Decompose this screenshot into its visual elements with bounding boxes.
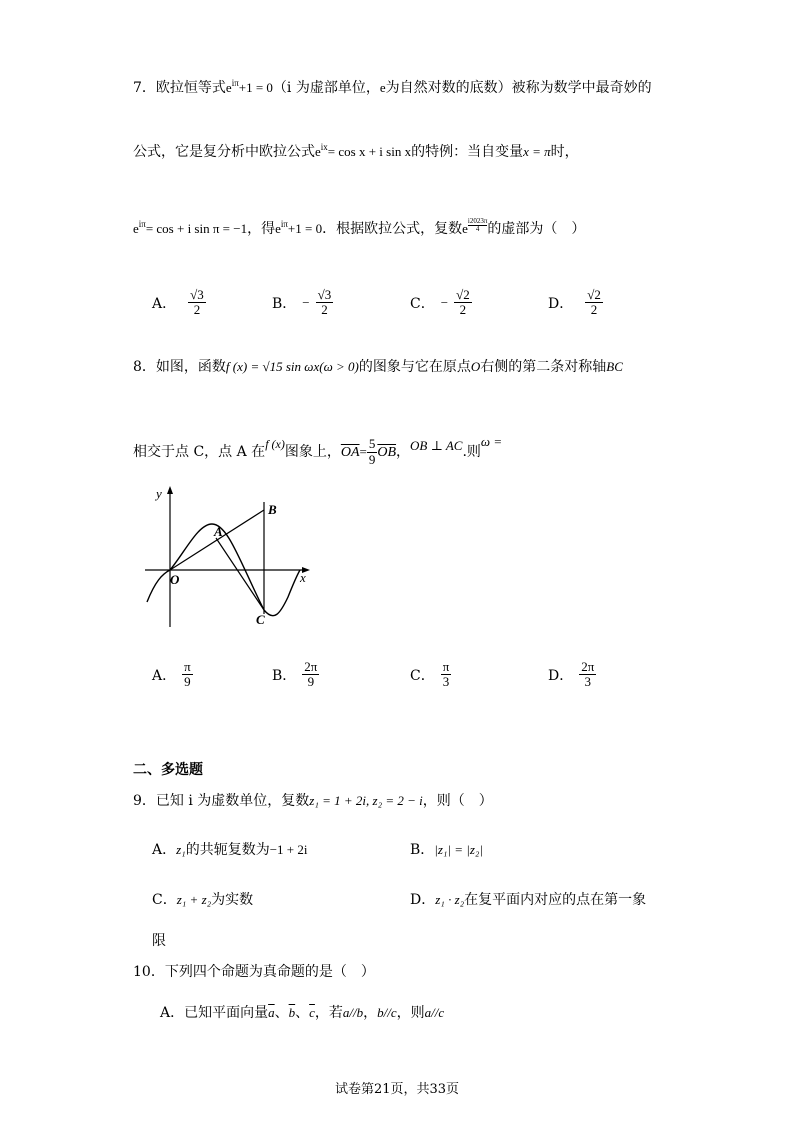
- q8-text: 8．如图，函数: [133, 359, 226, 375]
- q9-text: ，则（ ）: [422, 793, 493, 809]
- q7-text: 的特例：当自变量: [411, 144, 524, 160]
- vector-b: $\overline{b}$: [288, 1005, 296, 1020]
- q9-option-a[interactable]: [152, 842, 308, 859]
- q7-text: ，得: [247, 221, 276, 237]
- line-BC: BC: [606, 359, 623, 374]
- option-sign: −: [440, 294, 449, 310]
- q7-line3: [133, 218, 585, 238]
- fraction-5-9: [367, 437, 378, 467]
- frac-den: 2: [590, 302, 598, 318]
- label-B: B: [268, 502, 277, 517]
- option-label: B．: [410, 842, 435, 858]
- euler-identity-e: $e^{i\pi}$: [225, 78, 239, 95]
- label-A: A: [214, 524, 223, 539]
- option-fraction: [454, 288, 472, 318]
- option-label: C．: [410, 295, 435, 312]
- frac-den: 2: [459, 302, 467, 318]
- option-label: D．: [548, 295, 574, 312]
- frac-den: 9: [184, 674, 191, 690]
- frac-num: √3: [317, 287, 332, 302]
- option-text: 在复平面内对应的点在第一象: [464, 892, 647, 908]
- q8-text: 右侧的第二条对称轴: [480, 359, 607, 375]
- frac-den: 2: [321, 302, 328, 318]
- q7-text: 的虚部为（ ）: [487, 221, 586, 237]
- option-fraction: [585, 288, 603, 318]
- q9-option-b[interactable]: [410, 842, 483, 859]
- frac-num: 5: [368, 436, 376, 452]
- comma: ，: [363, 1005, 378, 1021]
- q10-line1: 10．下列四个命题为真命题的是（ ）: [133, 964, 375, 980]
- a-parallel-b: a//b: [342, 1005, 364, 1020]
- sine-graph-figure: [140, 482, 320, 632]
- q9-text: 9．已知 i 为虚数单位，复数: [133, 793, 310, 809]
- option-label: C．: [152, 892, 177, 908]
- q8-text: 的图象与它在原点: [358, 359, 471, 375]
- fx-symbol: f (x): [265, 437, 285, 451]
- q8-option-a[interactable]: [152, 660, 193, 690]
- label-O: O: [170, 572, 180, 587]
- q8-option-c[interactable]: [410, 660, 451, 690]
- q7-text: ．根据欧拉公式，复数: [322, 221, 463, 237]
- omega-symbol: ω =: [480, 434, 503, 449]
- q8-text: .则: [462, 444, 481, 460]
- x-equals-pi: x = π: [523, 144, 551, 159]
- q8-text: 图象上，: [284, 444, 341, 460]
- option-text: 已知平面向量: [184, 1005, 269, 1021]
- sum-expression: z₁ + z₂: [176, 892, 212, 907]
- option-text: ，若: [314, 1005, 343, 1021]
- option-text: ，则: [396, 1005, 425, 1021]
- q7-option-c[interactable]: [410, 288, 472, 318]
- q8-option-d[interactable]: [548, 660, 596, 690]
- q7-text: 7．欧拉恒等式: [133, 80, 226, 96]
- vector-OB: $\overline{OB}$: [377, 445, 397, 460]
- point-O: O: [470, 359, 481, 374]
- frac-den: 3: [584, 674, 592, 690]
- euler-formula-e: $e^{ix}$: [315, 142, 328, 159]
- complex-exponent: e $\frac{i2023\pi}{4}$: [462, 217, 488, 236]
- frac-num: 2π: [304, 659, 318, 674]
- q7-line1: [133, 78, 652, 97]
- option-label: C．: [410, 667, 435, 684]
- label-y: y: [156, 486, 162, 501]
- frac-den: 3: [442, 674, 450, 690]
- q8-text: 相交于点 C，点 A 在: [133, 444, 266, 460]
- option-label: B．: [272, 667, 297, 684]
- segment-AC: [216, 538, 264, 610]
- euler-identity-rhs2: +1 = 0: [287, 221, 323, 236]
- product-expression: z₁ · z₂: [435, 892, 465, 907]
- vector-a: $\overline{a}$: [268, 1005, 275, 1020]
- q8-option-b[interactable]: [272, 660, 319, 690]
- q9-option-c[interactable]: [152, 892, 253, 909]
- vector-c: $\overline{c}$: [309, 1005, 315, 1020]
- euler-pi-e: $e^{i\pi}$: [133, 219, 146, 236]
- page-footer: 试卷第21页，共33页: [334, 1082, 460, 1097]
- option-fraction: [302, 660, 319, 690]
- q8-line1: [133, 359, 623, 376]
- q7-option-d[interactable]: [548, 288, 603, 318]
- euler-identity-e2: $e^{i\pi}$: [275, 219, 288, 236]
- option-fraction: [182, 660, 193, 690]
- q7-option-b[interactable]: [272, 288, 333, 318]
- option-sign: −: [302, 294, 310, 310]
- equals-sign: =: [359, 444, 367, 459]
- separator: 、: [295, 1005, 310, 1021]
- frac-num: √2: [456, 287, 470, 302]
- option-text: 为实数: [211, 892, 254, 908]
- option-label: D．: [410, 892, 436, 908]
- b-parallel-c: b//c: [377, 1005, 397, 1020]
- z1-symbol: z₁: [176, 842, 186, 857]
- exponent-numerator: 2023π: [469, 217, 488, 225]
- euler-pi-expansion: = cos + i sin π = −1: [145, 221, 248, 236]
- q9-option-d-cont: 限: [152, 933, 166, 949]
- frac-num: π: [442, 659, 450, 674]
- q10-option-a[interactable]: [160, 1005, 444, 1022]
- option-label: A．: [152, 667, 177, 684]
- q7-text: 时，: [550, 144, 579, 160]
- q7-option-a[interactable]: [152, 288, 206, 318]
- y-axis-arrow: [167, 486, 173, 494]
- q7-text: （i 为虚部单位，: [272, 80, 380, 96]
- option-label: D．: [548, 667, 574, 684]
- option-label: A．: [152, 295, 177, 312]
- q9-line1: [133, 793, 493, 810]
- q7-text: 为自然对数的底数）被称为数学中最奇妙的: [385, 80, 652, 96]
- option-text: 的共轭复数为: [185, 842, 270, 858]
- option-fraction: [579, 660, 596, 690]
- label-x: x: [300, 570, 306, 585]
- q7-text: 公式，它是复分析中欧拉公式: [133, 144, 315, 160]
- function-definition: f (x) = √15 sin ωx(ω > 0): [225, 359, 359, 374]
- q8-text: ，: [396, 444, 411, 460]
- section-heading: 二、多选题: [133, 762, 203, 778]
- conjugate-value: −1 + 2i: [269, 842, 308, 857]
- e-symbol: e: [379, 80, 386, 95]
- frac-num: √3: [190, 287, 204, 302]
- q7-line2: [133, 142, 579, 161]
- option-label: B．: [272, 295, 297, 312]
- frac-den: 9: [368, 451, 376, 467]
- euler-formula-rhs: = cos x + i sin x: [327, 144, 412, 159]
- option-label: A．: [152, 842, 177, 858]
- option-fraction: [188, 288, 206, 318]
- euler-identity-rhs: +1 = 0: [238, 80, 273, 95]
- exponent-denominator: 4: [475, 225, 480, 233]
- modulus-equality: |z₁| = |z₂|: [434, 842, 484, 857]
- frac-den: 9: [307, 674, 315, 690]
- frac-num: π: [184, 659, 191, 674]
- separator: 、: [274, 1005, 289, 1021]
- option-fraction: [441, 660, 452, 690]
- q8-line2: [133, 434, 502, 467]
- frac-num: 2π: [581, 659, 595, 674]
- q9-option-d[interactable]: [410, 892, 646, 909]
- a-parallel-c: a//c: [424, 1005, 445, 1020]
- frac-den: 2: [193, 302, 201, 318]
- option-label: A．: [160, 1005, 185, 1021]
- perpendicular-condition: OB ⊥ AC: [410, 438, 463, 453]
- option-fraction: [316, 288, 334, 318]
- label-C: C: [256, 612, 265, 627]
- frac-num: √2: [587, 287, 601, 302]
- z-definitions: z₁ = 1 + 2i, z₂ = 2 − i: [309, 793, 423, 808]
- vector-OA: $\overline{OA}$: [340, 445, 360, 460]
